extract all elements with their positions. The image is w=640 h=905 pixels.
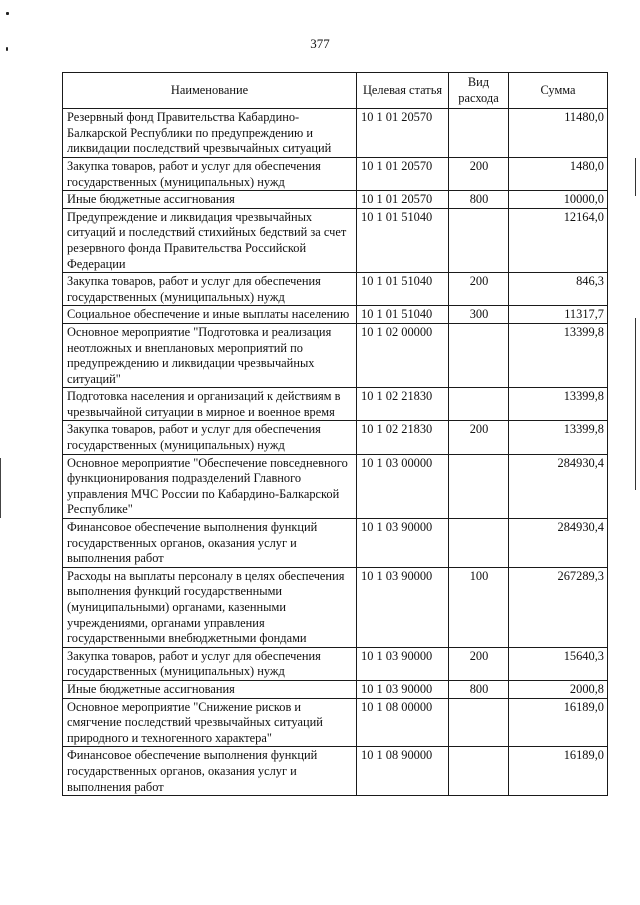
row-name-cell: Социальное обеспечение и иные выплаты населению: [63, 306, 357, 324]
row-name-cell: Закупка товаров, работ и услуг для обеспечения государственных (муниципальных) нужд: [63, 273, 357, 306]
row-name-cell: Закупка товаров, работ и услуг для обеспечения государственных (муниципальных) нужд: [63, 157, 357, 190]
table-row: [63, 567, 608, 647]
row-target-article-cell: 10 1 01 51040: [357, 273, 449, 306]
row-target-article-cell: 10 1 08 90000: [357, 747, 449, 796]
row-expense-type-cell: 200: [449, 421, 509, 454]
header-name: Наименование: [63, 73, 357, 109]
row-target-article-cell: 10 1 01 51040: [357, 208, 449, 272]
row-sum-cell: 11480,0: [509, 109, 608, 158]
row-name-cell: Основное мероприятие "Снижение рисков и смягчение последствий чрезвычайных ситуаций природного и техногенного характера": [63, 698, 357, 747]
row-name-cell: Основное мероприятие "Обеспечение повседневного функционирования подразделений Главного управления МЧС России по Кабардино-Балкарской Республике": [63, 454, 357, 518]
row-expense-type-cell: 800: [449, 680, 509, 698]
row-sum-cell: 13399,8: [509, 323, 608, 387]
row-target-article-cell: 10 1 03 90000: [357, 519, 449, 568]
row-expense-type-cell: 300: [449, 306, 509, 324]
row-name-cell: Расходы на выплаты персоналу в целях обеспечения выполнения функций государственными (муниципальными) органами, казенными учреждениями, органами управления государственными внебюджетными фондами: [63, 567, 357, 647]
row-expense-type-cell: [449, 698, 509, 747]
table-row: [63, 191, 608, 209]
row-sum-cell: 10000,0: [509, 191, 608, 209]
row-sum-cell: 2000,8: [509, 680, 608, 698]
row-sum-cell: 284930,4: [509, 519, 608, 568]
row-target-article-cell: 10 1 01 20570: [357, 191, 449, 209]
header-target-article: Целевая статья: [357, 73, 449, 109]
scan-edge-mark: [0, 458, 1, 518]
row-target-article-cell: 10 1 02 21830: [357, 388, 449, 421]
row-name-cell: Иные бюджетные ассигнования: [63, 680, 357, 698]
row-target-article-cell: 10 1 03 90000: [357, 680, 449, 698]
row-sum-cell: 12164,0: [509, 208, 608, 272]
row-expense-type-cell: 200: [449, 157, 509, 190]
row-name-cell: Финансовое обеспечение выполнения функций государственных органов, оказания услуг и выполнения работ: [63, 519, 357, 568]
row-sum-cell: 267289,3: [509, 567, 608, 647]
row-expense-type-cell: [449, 109, 509, 158]
header-sum: Сумма: [509, 73, 608, 109]
table-row: [63, 208, 608, 272]
page-number: 377: [310, 36, 330, 51]
row-name-cell: Закупка товаров, работ и услуг для обеспечения государственных (муниципальных) нужд: [63, 421, 357, 454]
row-sum-cell: 13399,8: [509, 421, 608, 454]
row-target-article-cell: 10 1 03 90000: [357, 567, 449, 647]
row-target-article-cell: 10 1 01 51040: [357, 306, 449, 324]
row-name-cell: Подготовка населения и организаций к действиям в чрезвычайной ситуации в мирное и военное время: [63, 388, 357, 421]
row-target-article-cell: 10 1 02 21830: [357, 421, 449, 454]
row-expense-type-cell: 200: [449, 647, 509, 680]
table-row: [63, 519, 608, 568]
header-expense-type: Вид расхода: [449, 73, 509, 109]
row-sum-cell: 15640,3: [509, 647, 608, 680]
row-target-article-cell: 10 1 03 90000: [357, 647, 449, 680]
row-sum-cell: 16189,0: [509, 698, 608, 747]
table-row: [63, 680, 608, 698]
scan-edge-mark: [635, 158, 636, 196]
table-row: [63, 388, 608, 421]
table-row: [63, 323, 608, 387]
row-expense-type-cell: [449, 454, 509, 518]
row-sum-cell: 16189,0: [509, 747, 608, 796]
table-row: [63, 109, 608, 158]
row-sum-cell: 1480,0: [509, 157, 608, 190]
row-name-cell: Закупка товаров, работ и услуг для обеспечения государственных (муниципальных) нужд: [63, 647, 357, 680]
row-target-article-cell: 10 1 08 00000: [357, 698, 449, 747]
table-body: [63, 109, 608, 796]
row-name-cell: Иные бюджетные ассигнования: [63, 191, 357, 209]
table-row: [63, 157, 608, 190]
table-row: [63, 698, 608, 747]
row-expense-type-cell: [449, 208, 509, 272]
table-row: [63, 647, 608, 680]
row-expense-type-cell: [449, 323, 509, 387]
row-target-article-cell: 10 1 02 00000: [357, 323, 449, 387]
table-header-row: [63, 73, 608, 109]
row-name-cell: Предупреждение и ликвидация чрезвычайных ситуаций и последствий стихийных бедствий за счет резервного фонда Правительства Российской Федерации: [63, 208, 357, 272]
row-target-article-cell: 10 1 01 20570: [357, 109, 449, 158]
row-expense-type-cell: [449, 519, 509, 568]
row-sum-cell: 846,3: [509, 273, 608, 306]
row-sum-cell: 13399,8: [509, 388, 608, 421]
row-name-cell: Финансовое обеспечение выполнения функций государственных органов, оказания услуг и выполнения работ: [63, 747, 357, 796]
table-row: [63, 273, 608, 306]
table-row: [63, 747, 608, 796]
budget-table: [62, 72, 608, 796]
row-target-article-cell: 10 1 03 00000: [357, 454, 449, 518]
row-sum-cell: 284930,4: [509, 454, 608, 518]
row-name-cell: Основное мероприятие "Подготовка и реализация неотложных и внеплановых мероприятий по предупреждению и ликвидации чрезвычайных ситуаций": [63, 323, 357, 387]
scan-speck: [6, 12, 9, 15]
row-expense-type-cell: 200: [449, 273, 509, 306]
table-row: [63, 421, 608, 454]
row-target-article-cell: 10 1 01 20570: [357, 157, 449, 190]
row-name-cell: Резервный фонд Правительства Кабардино-Балкарской Республики по предупреждению и ликвидации последствий чрезвычайных ситуаций: [63, 109, 357, 158]
row-expense-type-cell: 800: [449, 191, 509, 209]
table-row: [63, 454, 608, 518]
row-expense-type-cell: [449, 747, 509, 796]
table-row: [63, 306, 608, 324]
row-expense-type-cell: 100: [449, 567, 509, 647]
row-expense-type-cell: [449, 388, 509, 421]
row-sum-cell: 11317,7: [509, 306, 608, 324]
scan-edge-mark: [635, 318, 636, 490]
